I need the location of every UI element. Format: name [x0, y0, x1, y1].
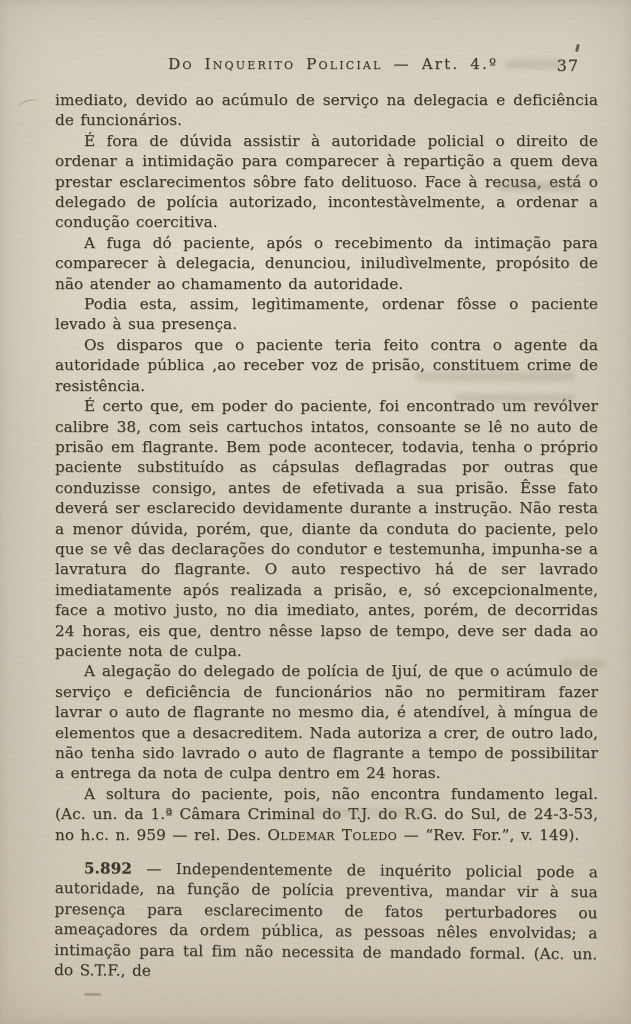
- text-segment: imediato, devido ao acúmulo de serviço na delegacia e deficiência de funcionários.: [55, 91, 598, 130]
- text-segment: Podia esta, assim, legìtimamente, ordenar fôsse o paciente levado à sua presença.: [55, 295, 598, 334]
- running-head: [55, 55, 585, 77]
- running-title-section: Do Inquerito Policial: [168, 55, 383, 73]
- paragraph: [55, 233, 598, 294]
- paragraph: [55, 90, 598, 131]
- page-number: 37: [556, 56, 579, 75]
- paragraph: [55, 294, 598, 335]
- text-segment: — “Rev. For.”, v. 149).: [397, 825, 580, 844]
- scratch-mark: [17, 97, 41, 112]
- pencil-dash: [84, 993, 101, 996]
- paragraph: [55, 335, 598, 396]
- paragraph: [55, 396, 598, 661]
- text-segment: A fuga dó paciente, após o recebimento da intimação para comparecer à delegacia, denunciou, iniludìvelmente, propósito de não atender ao chamamento da autoridade.: [55, 233, 598, 293]
- paragraph: [55, 131, 598, 233]
- paragraph: [55, 661, 598, 783]
- text-body: [55, 90, 598, 980]
- paragraph: [55, 784, 598, 845]
- running-title: [168, 55, 498, 73]
- text-segment: É fora de dúvida assistir à autoridade policial o direito de ordenar a intimidação para comparecer à repartição a quem deva prestar esclarecimentos sôbre fato delituoso. Face à recusa, está o delegado de polícia autorizado, incontestàvelmente, a ordenar a condução coercitiva.: [55, 131, 598, 232]
- text-segment: Os disparos que o paciente teria feito contra o agente da autoridade pública ,ao receber voz de prisão, constituem crime de resistência.: [55, 335, 598, 395]
- text-segment: A alegação do delegado de polícia de Ijuí, de que o acúmulo de serviço e deficiência de funcionários não no permitiram fazer lavrar o auto de flagrante no mesmo dia, é atendível, à míngua de elementos que a desacreditem. Nada autoriza a crer, de outro lado, não tenha sido lavrado o auto de flagrante a tempo de possibilitar a entrega da nota de culpa dentro em 24 horas.: [55, 662, 598, 783]
- running-title-article: — Art. 4.º: [393, 55, 499, 73]
- text-segment: A soltura do paciente, pois, não encontra fundamento legal. (Ac. un. da 1.ª Câmara Criminal do T.J. do R.G. do Sul, de 24-3-53, no h.c. n. 959 — rel. Des.: [55, 784, 598, 844]
- relator-name: Oldemar Toledo: [267, 825, 398, 844]
- text-segment: — Independentemente de inquérito policial pode a autoridade, na função de polícia preventiva, mandar vir à sua presença para esclarecimento de fatos perturbadores ou ameaçadores da ordem pública, as pessoas nêles envolvidas; a intimação para tal fim não necessita de mandado formal. (Ac. un. do S.T.F., de: [54, 859, 598, 980]
- ink-speck: [575, 44, 580, 52]
- item-number: 5.892: [83, 859, 133, 878]
- paragraph: [54, 858, 598, 985]
- text-segment: É certo que, em poder do paciente, foi encontrado um revólver calibre 38, com seis cartuchos intatos, consoante se lê no auto de prisão em flagrante. Bem pode acontecer, todavia, tenha o próprio paciente substituído as cápsulas deflagradas por outras que conduzisse consigo, antes de efetivada a sua prisão. Êsse fato deverá ser esclarecido devidamente durante a instrução. Não resta a menor dúvida, porém, que, diante da conduta do paciente, pelo que se vê das declarações do condutor e testemunha, impunha-se a lavratura do flagrante. O auto respectivo há de ser lavrado imediatamente após realizada a prisão, e, só excepcionalmente, face a motivo justo, no dia imediato, antes, porém, de decorridas 24 horas, eis que, dentro nêsse lapso de tempo, deve ser dada ao paciente nota de culpa.: [55, 397, 598, 660]
